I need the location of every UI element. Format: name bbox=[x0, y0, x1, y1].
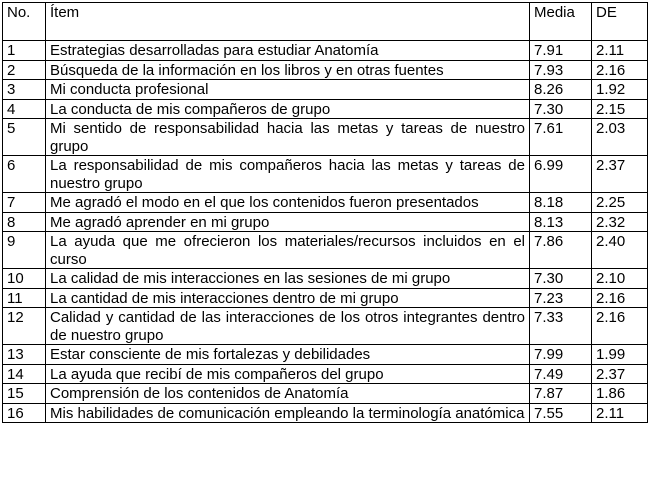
row-number: 13 bbox=[3, 345, 46, 365]
row-item: Me agradó aprender en mi grupo bbox=[46, 212, 530, 232]
table-row bbox=[3, 403, 648, 423]
row-media: 7.49 bbox=[530, 364, 592, 384]
row-de: 2.40 bbox=[592, 232, 648, 269]
row-media: 7.91 bbox=[530, 41, 592, 61]
row-number: 9 bbox=[3, 232, 46, 269]
row-media: 7.30 bbox=[530, 99, 592, 119]
row-media: 7.55 bbox=[530, 403, 592, 423]
table-row bbox=[3, 364, 648, 384]
row-item: La conducta de mis compañeros de grupo bbox=[46, 99, 530, 119]
table-row bbox=[3, 60, 648, 80]
row-number: 1 bbox=[3, 41, 46, 61]
table-body bbox=[3, 41, 648, 423]
row-number: 6 bbox=[3, 156, 46, 193]
row-de: 2.03 bbox=[592, 119, 648, 156]
table-row bbox=[3, 156, 648, 193]
header-row bbox=[3, 3, 648, 41]
row-item: Búsqueda de la información en los libros y en otras fuentes bbox=[46, 60, 530, 80]
row-de: 2.37 bbox=[592, 364, 648, 384]
table-row bbox=[3, 80, 648, 100]
row-item: Comprensión de los contenidos de Anatomía bbox=[46, 384, 530, 404]
results-table bbox=[2, 2, 648, 423]
row-item: La cantidad de mis interacciones dentro de mi grupo bbox=[46, 288, 530, 308]
row-item: Me agradó el modo en el que los contenidos fueron presentados bbox=[46, 193, 530, 213]
row-media: 7.33 bbox=[530, 308, 592, 345]
header-media: Media bbox=[530, 3, 592, 41]
row-item: Estrategias desarrolladas para estudiar Anatomía bbox=[46, 41, 530, 61]
row-number: 3 bbox=[3, 80, 46, 100]
table-row bbox=[3, 384, 648, 404]
row-item: Mis habilidades de comunicación empleando la terminología anatómica bbox=[46, 403, 530, 423]
table-row bbox=[3, 41, 648, 61]
row-de: 2.15 bbox=[592, 99, 648, 119]
table-row bbox=[3, 99, 648, 119]
row-de: 2.16 bbox=[592, 308, 648, 345]
row-media: 8.18 bbox=[530, 193, 592, 213]
row-number: 14 bbox=[3, 364, 46, 384]
row-de: 2.16 bbox=[592, 60, 648, 80]
row-number: 15 bbox=[3, 384, 46, 404]
row-number: 10 bbox=[3, 269, 46, 289]
table-row bbox=[3, 288, 648, 308]
row-item: Estar consciente de mis fortalezas y debilidades bbox=[46, 345, 530, 365]
header-item: Ítem bbox=[46, 3, 530, 41]
row-media: 6.99 bbox=[530, 156, 592, 193]
row-media: 7.61 bbox=[530, 119, 592, 156]
table-row bbox=[3, 193, 648, 213]
table-row bbox=[3, 232, 648, 269]
row-de: 2.11 bbox=[592, 403, 648, 423]
row-item: Mi conducta profesional bbox=[46, 80, 530, 100]
row-number: 2 bbox=[3, 60, 46, 80]
row-de: 2.32 bbox=[592, 212, 648, 232]
row-item: La responsabilidad de mis compañeros hacia las metas y tareas de nuestro grupo bbox=[46, 156, 530, 193]
row-media: 7.30 bbox=[530, 269, 592, 289]
row-number: 16 bbox=[3, 403, 46, 423]
row-media: 7.23 bbox=[530, 288, 592, 308]
table-row bbox=[3, 345, 648, 365]
row-number: 7 bbox=[3, 193, 46, 213]
row-de: 1.99 bbox=[592, 345, 648, 365]
row-media: 7.86 bbox=[530, 232, 592, 269]
row-de: 2.16 bbox=[592, 288, 648, 308]
row-item: Mi sentido de responsabilidad hacia las metas y tareas de nuestro grupo bbox=[46, 119, 530, 156]
row-de: 2.11 bbox=[592, 41, 648, 61]
header-no: No. bbox=[3, 3, 46, 41]
table-row bbox=[3, 119, 648, 156]
table-row bbox=[3, 269, 648, 289]
row-media: 7.99 bbox=[530, 345, 592, 365]
row-item: La ayuda que me ofrecieron los materiales/recursos incluidos en el curso bbox=[46, 232, 530, 269]
row-number: 5 bbox=[3, 119, 46, 156]
row-number: 4 bbox=[3, 99, 46, 119]
row-media: 8.26 bbox=[530, 80, 592, 100]
row-number: 8 bbox=[3, 212, 46, 232]
row-de: 2.10 bbox=[592, 269, 648, 289]
row-number: 11 bbox=[3, 288, 46, 308]
row-item: La calidad de mis interacciones en las sesiones de mi grupo bbox=[46, 269, 530, 289]
row-item: Calidad y cantidad de las interacciones de los otros integrantes dentro de nuestro grupo bbox=[46, 308, 530, 345]
row-de: 1.92 bbox=[592, 80, 648, 100]
row-de: 1.86 bbox=[592, 384, 648, 404]
table-row bbox=[3, 212, 648, 232]
table-row bbox=[3, 308, 648, 345]
row-item: La ayuda que recibí de mis compañeros del grupo bbox=[46, 364, 530, 384]
row-de: 2.25 bbox=[592, 193, 648, 213]
row-number: 12 bbox=[3, 308, 46, 345]
row-de: 2.37 bbox=[592, 156, 648, 193]
row-media: 7.93 bbox=[530, 60, 592, 80]
row-media: 7.87 bbox=[530, 384, 592, 404]
row-media: 8.13 bbox=[530, 212, 592, 232]
header-de: DE bbox=[592, 3, 648, 41]
